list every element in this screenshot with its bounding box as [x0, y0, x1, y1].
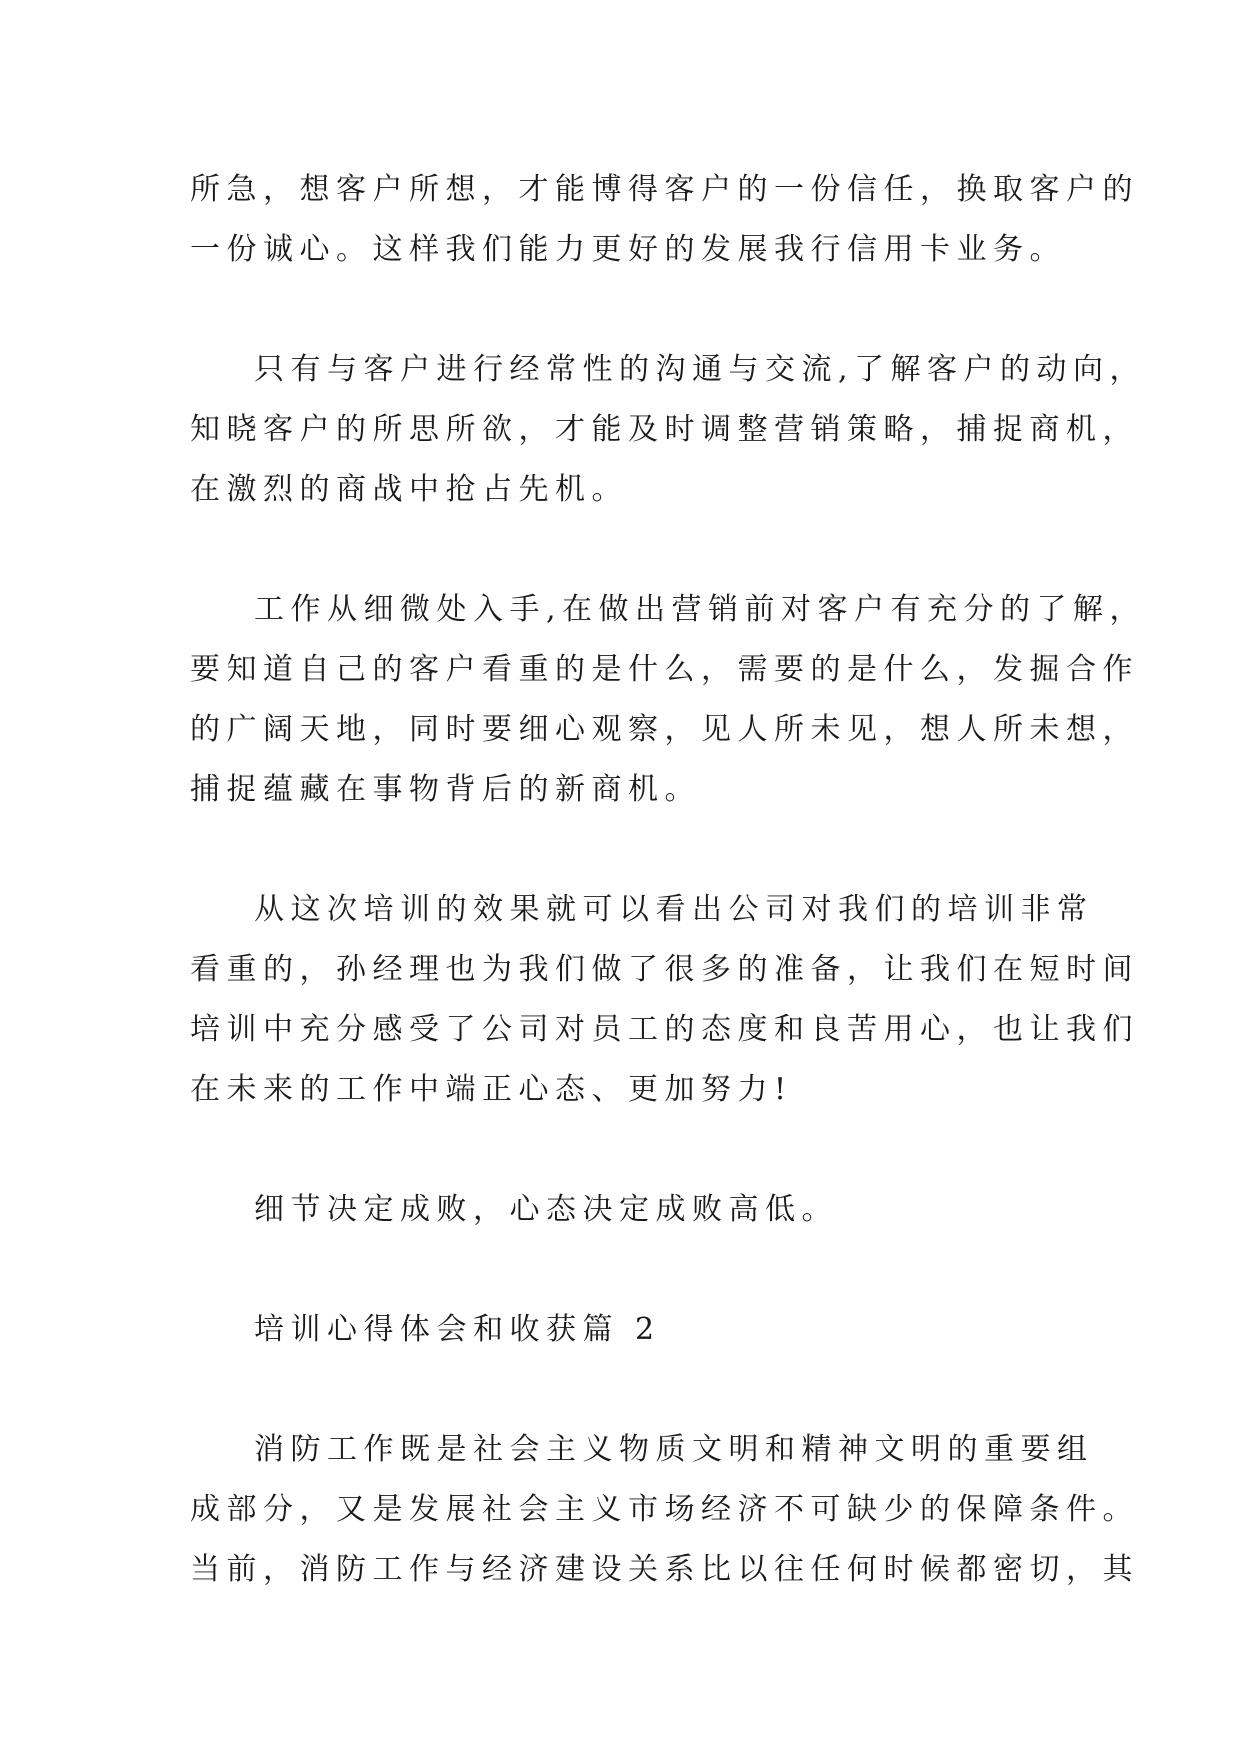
section-heading	[190, 1300, 1070, 1360]
paragraph-line: 要知道自己的客户看重的是什么，需要的是什么，发掘合作	[190, 652, 1139, 687]
paragraph-line: 知晓客户的所思所欲，才能及时调整营销策略，捕捉商机，	[190, 412, 1139, 447]
paragraph-line: 捕捉蕴藏在事物背后的新商机。	[190, 772, 701, 807]
paragraph-line: 当前，消防工作与经济建设关系比以往任何时候都密切，其	[190, 1552, 1139, 1587]
paragraph-spacer	[190, 520, 1070, 580]
paragraph-spacer	[190, 820, 1070, 880]
paragraph-line: 的广阔天地，同时要细心观察，见人所未见，想人所未想，	[190, 712, 1139, 747]
paragraph	[190, 160, 1139, 280]
paragraph-spacer	[190, 1120, 1070, 1180]
paragraph-line: 看重的，孙经理也为我们做了很多的准备，让我们在短时间	[190, 952, 1139, 987]
paragraph	[190, 880, 1139, 1120]
paragraph-line: 培训中充分感受了公司对员工的态度和良苦用心，也让我们	[190, 1012, 1139, 1047]
paragraph-spacer	[190, 1360, 1070, 1420]
document-body	[190, 160, 1147, 1600]
paragraph-line: 消防工作既是社会主义物质文明和精神文明的重要组	[254, 1432, 1094, 1467]
paragraph-line: 在激烈的商战中抢占先机。	[190, 472, 628, 507]
paragraph-line: 从这次培训的效果就可以看出公司对我们的培训非常	[254, 892, 1094, 927]
paragraph-spacer	[190, 1240, 1070, 1300]
paragraph-spacer	[190, 280, 1070, 340]
section-heading-text: 培训心得体会和收获篇 2	[254, 1312, 661, 1347]
paragraph	[190, 580, 1147, 820]
paragraph	[190, 340, 1147, 520]
paragraph-line: 工作从细微处入手,在做出营销前对客户有充分的了解，	[254, 592, 1147, 627]
paragraph-line: 细节决定成败，心态决定成败高低。	[254, 1192, 838, 1227]
paragraph	[190, 1420, 1139, 1600]
paragraph-line: 只有与客户进行经常性的沟通与交流,了解客户的动向，	[254, 352, 1147, 387]
paragraph	[190, 1180, 1070, 1240]
paragraph-line: 成部分，又是发展社会主义市场经济不可缺少的保障条件。	[190, 1492, 1139, 1527]
paragraph-line: 所急，想客户所想，才能博得客户的一份信任，换取客户的	[190, 172, 1139, 207]
paragraph-line: 一份诚心。这样我们能力更好的发展我行信用卡业务。	[190, 232, 1066, 267]
paragraph-line: 在未来的工作中端正心态、更加努力!	[190, 1072, 793, 1107]
